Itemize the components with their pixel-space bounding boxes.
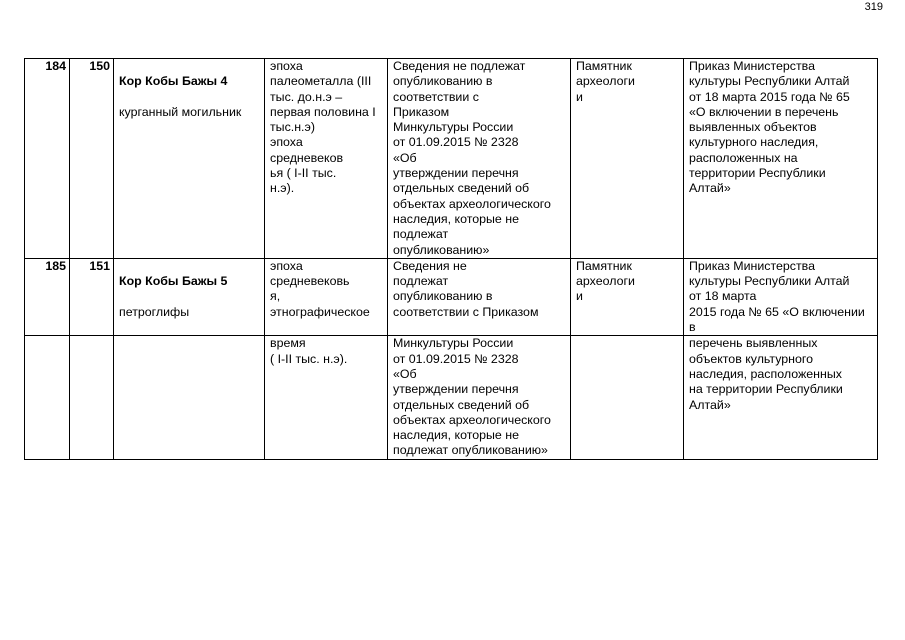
table-row bbox=[25, 258, 878, 335]
document-cell: Приказ Министерства культуры Республики Алтай от 18 марта 2015 года № 65 «О включении в bbox=[684, 258, 878, 335]
object-type: петроглифы bbox=[119, 304, 190, 319]
object-cell bbox=[114, 258, 265, 335]
registry-number bbox=[25, 336, 70, 459]
location-info-cell: Сведения не подлежат опубликованию в соответствии с Приказом Минкультуры России от 01.09.2015 № 2328 «Об утверждении перечня отдельных сведений об объектах археологического наследия, которые не подлежат опубликованию» bbox=[388, 59, 571, 259]
registry-number: 184 bbox=[25, 59, 70, 259]
category-cell: Памятник археологи и bbox=[571, 258, 684, 335]
object-name: Кор Кобы Бажы 4 bbox=[119, 74, 228, 89]
site-number: 151 bbox=[70, 258, 114, 335]
page-number: 319 bbox=[864, 1, 883, 13]
dating-cell: эпоха палеометалла (III тыс. до.н.э – первая половина I тыс.н.э) эпоха средневеков ья ( I-II тыс. н.э). bbox=[265, 59, 388, 259]
document-cell: перечень выявленных объектов культурного наследия, расположенных на территории Республики Алтай» bbox=[684, 336, 878, 459]
location-info-cell: Сведения не подлежат опубликованию в соответствии с Приказом bbox=[388, 258, 571, 335]
category-cell bbox=[571, 336, 684, 459]
dating-cell: эпоха средневековь я, этнографическое bbox=[265, 258, 388, 335]
category-cell: Памятник археологи и bbox=[571, 59, 684, 259]
registry-number: 185 bbox=[25, 258, 70, 335]
object-cell bbox=[114, 59, 265, 259]
heritage-registry-table bbox=[24, 58, 878, 460]
object-cell bbox=[114, 336, 265, 459]
object-type: курганный могильник bbox=[119, 104, 242, 119]
location-info-cell: Минкультуры России от 01.09.2015 № 2328 «Об утверждении перечня отдельных сведений об объектах археологического наследия, которые не подлежат опубликованию» bbox=[388, 336, 571, 459]
object-name: Кор Кобы Бажы 5 bbox=[119, 274, 228, 289]
dating-cell: время ( I-II тыс. н.э). bbox=[265, 336, 388, 459]
table-row bbox=[25, 336, 878, 459]
site-number: 150 bbox=[70, 59, 114, 259]
table-row bbox=[25, 59, 878, 259]
document-cell: Приказ Министерства культуры Республики Алтай от 18 марта 2015 года № 65 «О включении в перечень выявленных объектов культурного наследия, расположенных на территории Республики Алтай» bbox=[684, 59, 878, 259]
site-number bbox=[70, 336, 114, 459]
